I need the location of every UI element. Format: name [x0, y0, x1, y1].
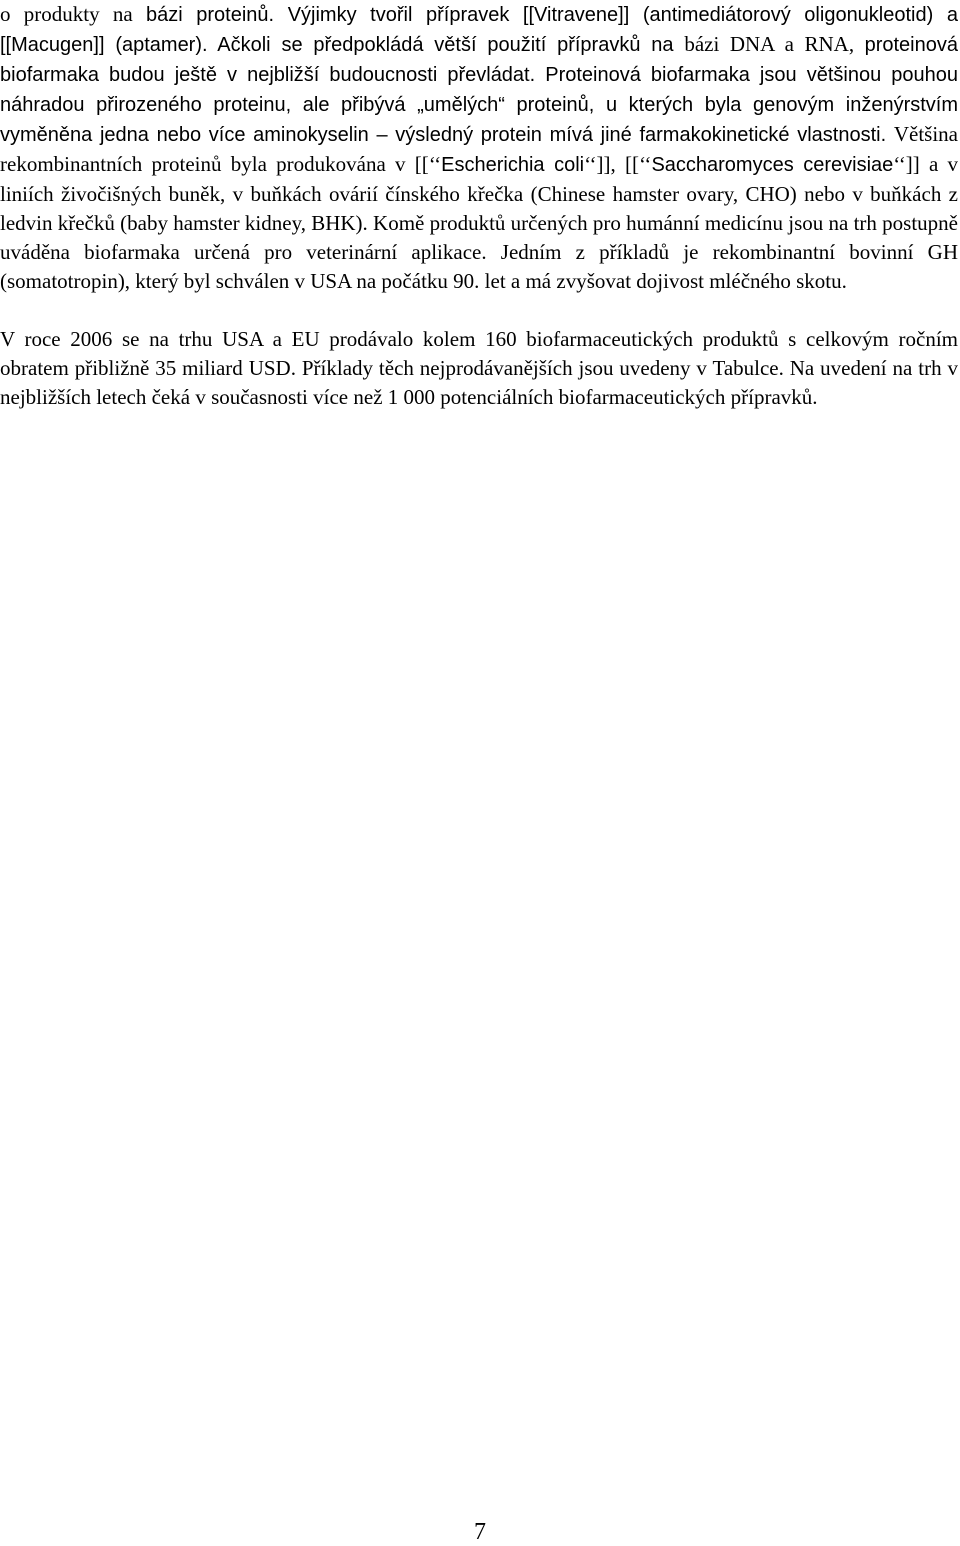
text-segment: ‘‘]] a v liniích živočišných buněk, v buňkách ovárií čínského křečka (Chinese hamster ovary, CHO) nebo v buňkách z ledvin křečků (baby hamster kidney, BHK). Komě produktů určených pro humánní medicínu jsou na trh postupně uváděna biofarmaka určená pro veterinární aplikace. Jedním z příkladů je rekombinantní bovinní GH (somatotropin), který byl schválen v USA na počátku 90. let a má zvyšovat dojivost mléčného skotu.: [0, 152, 959, 293]
text-segment: bázi proteinů. Výjimky tvořil přípravek [[Vitravene]] (antimediátorový oligonukleotid) a [[Macugen]] (aptamer). Ačkoli se předpokládá větší použití přípravků na: [0, 4, 958, 56]
text-segment: Většina rekombinantních proteinů byla produkována v [[‘‘: [0, 122, 958, 176]
text-segment: proteinová biofarmaka budou ještě v nejbližší budoucnosti převládat. Proteinová biofarmaka jsou většinou pouhou náhradou přirozeného proteinu, ale přibývá „umělých“ proteinů, u kterých byla genovým inženýrstvím vyměněna jedna nebo více aminokyselin – výsledný protein mívá jiné farmakokinetické vlastnosti.: [0, 34, 958, 146]
paragraph-market-2006: [0, 325, 958, 412]
text-segment: Escherichia coli: [441, 154, 585, 176]
paragraph-biopharmaceuticals-production: [0, 0, 958, 296]
page-number: 7: [474, 1519, 486, 1545]
document-body: [0, 0, 958, 412]
text-segment: bázi DNA a RNA,: [684, 32, 865, 56]
text-segment: o produkty na: [0, 2, 146, 26]
text-segment: Saccharomyces cerevisiae: [651, 154, 894, 176]
text-segment: ‘‘]], [[‘‘: [584, 152, 652, 176]
text-segment: V roce 2006 se na trhu USA a EU prodávalo kolem 160 biofarmaceutických produktů s celkovým ročním obratem přibližně 35 miliard USD. Příklady těch nejprodávanějších jsou uvedeny v Tabulce. Na uvedení na trh v nejbližších letech čeká v současnosti více než 1 000 potenciálních biofarmaceutických přípravků.: [0, 327, 958, 409]
